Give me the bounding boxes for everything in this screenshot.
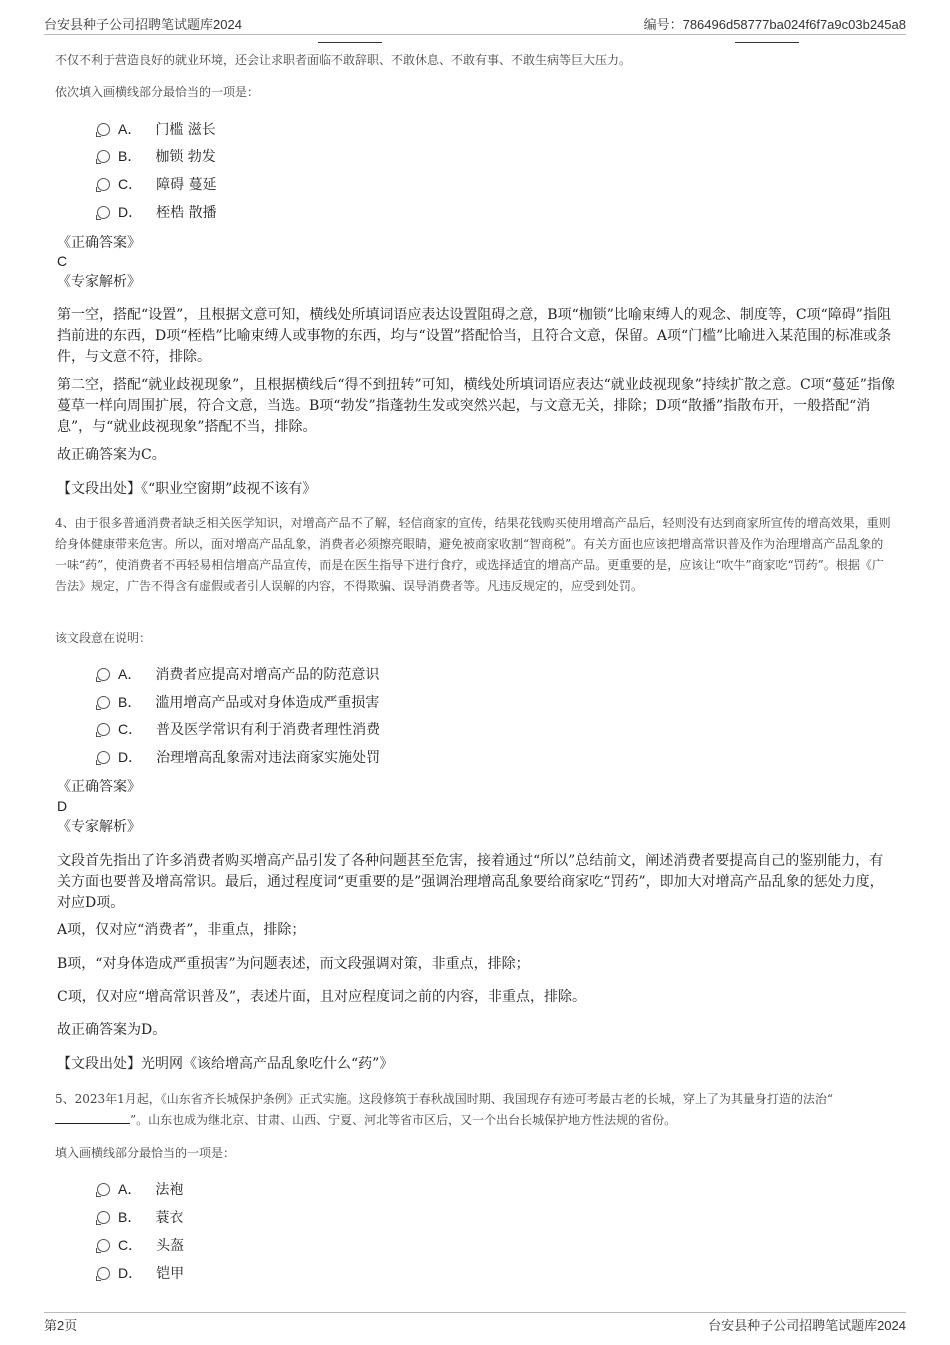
q3-analysis-p1: 第一空，搭配“设置”，且根据文意可知，横线处所填词语应表达设置阻碍之意，B项“枷锁”比喻束缚人的观念、制度等，C项“障碍”指阻挡前进的东西，D项“桎梏”比喻束缚人或事物的东西，均与“设置”搭配恰当，且符合文意，保留。A项“门槛”比喻进入某范围的标准或条件，与文意不符，排除。 <box>57 307 892 365</box>
header-doc-id: 编号：786496d58777ba024f6f7a9c03b245a8 <box>643 17 906 32</box>
radio-icon[interactable] <box>97 150 110 163</box>
q5-option-b[interactable]: B． 蓑衣 <box>97 1207 183 1227</box>
radio-icon[interactable] <box>97 1267 110 1280</box>
page-number: 第2页 <box>44 1318 78 1333</box>
q3-option-c[interactable]: C． 障碍 蔓延 <box>97 174 217 194</box>
q3-prompt: 依次填入画横线部分最恰当的一项是： <box>55 85 260 99</box>
q3-stem-continuation: 不仅不利于营造良好的就业环境，还会让求职者面临不敢辞职、不敢休息、不敢有事、不敢生病等巨大压力。 <box>55 53 632 67</box>
radio-icon[interactable] <box>97 1239 110 1252</box>
cut-off-blank-marks <box>0 42 950 44</box>
radio-icon[interactable] <box>97 751 110 764</box>
q3-option-d[interactable]: D． 桎梏 散播 <box>97 202 217 222</box>
q4-option-a[interactable]: A． 消费者应提高对增高产品的防范意识 <box>97 664 379 684</box>
q4-source: 【文段出处】光明网《该给增高产品乱象吃什么“药”》 <box>57 1056 394 1072</box>
radio-icon[interactable] <box>97 206 110 219</box>
q5-option-c[interactable]: C． 头盔 <box>97 1235 184 1255</box>
header-title: 台安县种子公司招聘笔试题库2024 <box>44 17 242 32</box>
radio-icon[interactable] <box>97 1183 110 1196</box>
q3-option-a[interactable]: A． 门槛 滋长 <box>97 119 216 139</box>
radio-icon[interactable] <box>97 723 110 736</box>
q5-prompt: 填入画横线部分最恰当的一项是： <box>55 1146 236 1160</box>
q4-analysis-p3: B项，“对身体造成严重损害”为问题表述，而文段强调对策，非重点，排除； <box>57 956 530 972</box>
q4-analysis-p5: 故正确答案为D。 <box>57 1022 167 1038</box>
q3-answer: C <box>57 253 68 269</box>
q4-answer: D <box>57 798 68 814</box>
q3-source: 【文段出处】《“职业空窗期”歧视不该有》 <box>57 481 317 497</box>
radio-icon[interactable] <box>97 696 110 709</box>
radio-icon[interactable] <box>97 178 110 191</box>
q3-analysis-p3: 故正确答案为C。 <box>57 447 166 463</box>
q4-option-b[interactable]: B． 滥用增高产品或对身体造成严重损害 <box>97 692 379 712</box>
q3-analysis-label: 《专家解析》 <box>57 274 141 290</box>
q3-analysis-p2: 第二空，搭配“就业歧视现象”，且根据横线后“得不到扭转”可知，横线处所填词语应表达“就业歧视现象”持续扩散之意。C项“蔓延”指像蔓草一样向周围扩展，符合文意，当选。B项“勃发”指蓬勃生发或突然兴起，与文意无关，排除；D项“散播”指散布开，一般搭配“消息”，与“就业歧视现象”搭配不当，排除。 <box>57 377 895 435</box>
page-header <box>44 14 906 35</box>
q5-stem: 5、2023年1月起，《山东省齐长城保护条例》正式实施。这段修筑于春秋战国时期、我国现存有迹可考最古老的长城，穿上了为其量身打造的法治“”。山东也成为继北京、甘肃、山西、宁夏、河北等省市区后，又一个出台长城保护地方性法规的省份。 <box>55 1092 833 1127</box>
q5-option-d[interactable]: D． 铠甲 <box>97 1263 184 1283</box>
radio-icon[interactable] <box>97 1211 110 1224</box>
q4-analysis-p1: 文段首先指出了许多消费者购买增高产品引发了各种问题甚至危害，接着通过“所以”总结前文，阐述消费者要提高自己的鉴别能力，有关方面也要普及增高常识。最后，通过程度词“更重要的是”强调治理增高乱象要给商家吃“罚药”，即加大对增高产品乱象的惩处力度，对应D项。 <box>57 853 884 911</box>
fill-blank-line <box>55 1111 130 1124</box>
q4-analysis-p2: A项，仅对应“消费者”，非重点，排除； <box>57 922 306 938</box>
q5-option-a[interactable]: A． 法袍 <box>97 1179 183 1199</box>
q4-option-d[interactable]: D． 治理增高乱象需对违法商家实施处罚 <box>97 747 380 767</box>
q4-prompt: 该文段意在说明： <box>55 631 152 645</box>
q4-analysis-p4: C项，仅对应“增高常识普及”，表述片面，且对应程度词之前的内容，非重点，排除。 <box>57 989 587 1005</box>
radio-icon[interactable] <box>97 123 110 136</box>
q4-analysis-label: 《专家解析》 <box>57 819 141 835</box>
q3-answer-label: 《正确答案》 <box>57 235 141 251</box>
q4-stem: 4、由于很多普通消费者缺乏相关医学知识，对增高产品不了解，轻信商家的宣传，结果花钱购买使用增高产品后，轻则没有达到商家所宣传的增高效果，重则给身体健康带来危害。所以，面对增高产品乱象，消费者必须擦亮眼睛，避免被商家收割“智商税”。有关方面也应该把增高常识普及作为治理增高产品乱象的一味“药”，使消费者不再轻易相信增高产品宣传，而是在医生指导下进行食疗，或选择适宜的增高产品。更重要的是，应该让“吹牛”商家吃“罚药”。根据《广告法》规定，广告不得含有虚假或者引人误解的内容，不得欺骗、误导消费者等。凡违反规定的，应受到处罚。 <box>55 516 891 593</box>
q4-option-c[interactable]: C． 普及医学常识有利于消费者理性消费 <box>97 719 380 739</box>
footer-title: 台安县种子公司招聘笔试题库2024 <box>708 1318 906 1333</box>
q3-option-b[interactable]: B． 枷锁 勃发 <box>97 146 216 166</box>
q4-answer-label: 《正确答案》 <box>57 779 141 795</box>
radio-icon[interactable] <box>97 668 110 681</box>
page-footer <box>44 1312 906 1335</box>
